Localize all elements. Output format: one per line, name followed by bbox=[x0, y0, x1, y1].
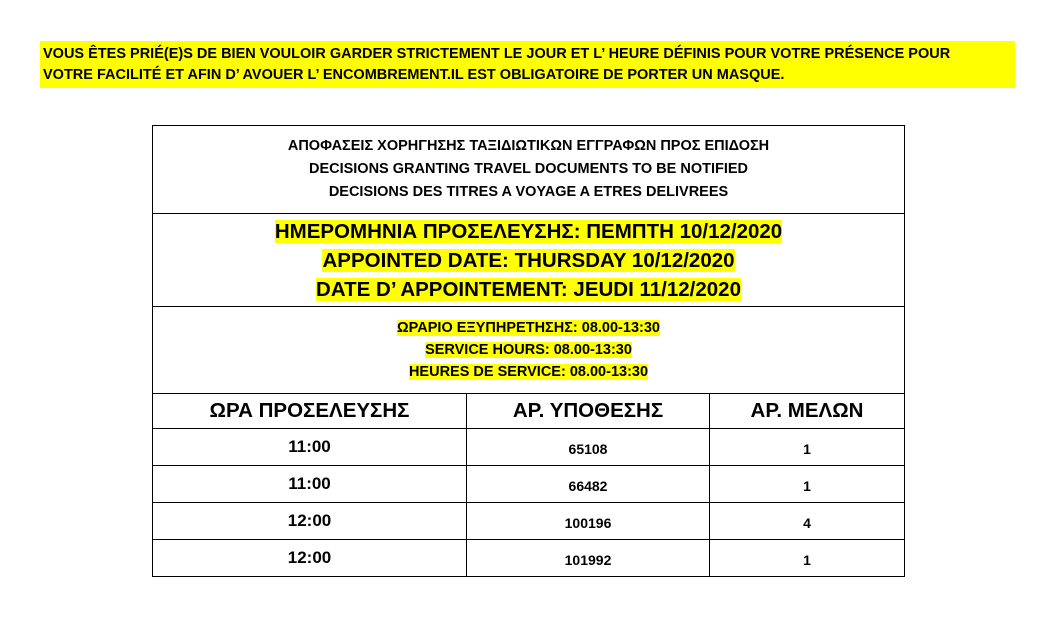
cell-time: 12:00 bbox=[153, 540, 467, 577]
cell-case-number: 101992 bbox=[467, 540, 710, 577]
title-french: DECISIONS DES TITRES A VOYAGE A ETRES DELIVREES bbox=[328, 184, 729, 200]
hours-greek: ΩΡΑΡΙΟ ΕΞΥΠΗΡΕΤΗΣΗΣ: 08.00-13:30 bbox=[397, 320, 660, 336]
column-header-members: ΑΡ. ΜΕΛΩΝ bbox=[710, 394, 905, 429]
notice-line-1: VOUS ÊTES PRIÉ(E)S DE BIEN VOULOIR GARDER STRICTEMENT LE JOUR ET L’ HEURE DÉFINIS POUR VOTRE PRÉSENCE POUR bbox=[43, 46, 951, 62]
cell-members: 1 bbox=[710, 429, 905, 466]
hours-english: SERVICE HOURS: 08.00-13:30 bbox=[425, 342, 632, 358]
service-hours bbox=[153, 307, 905, 394]
table-row bbox=[153, 466, 905, 503]
cell-members: 1 bbox=[710, 540, 905, 577]
column-header-time: ΩΡΑ ΠΡΟΣΕΛΕΥΣΗΣ bbox=[153, 394, 467, 429]
cell-case-number: 65108 bbox=[467, 429, 710, 466]
cell-members: 1 bbox=[710, 466, 905, 503]
cell-time: 12:00 bbox=[153, 503, 467, 540]
cell-time: 11:00 bbox=[153, 466, 467, 503]
table-row bbox=[153, 429, 905, 466]
date-greek: ΗΜΕΡΟΜΗΝΙΑ ΠΡΟΣΕΛΕΥΣΗΣ: ΠΕΜΠΤΗ 10/12/2020 bbox=[274, 219, 783, 243]
cell-time: 11:00 bbox=[153, 429, 467, 466]
mask-notice-banner bbox=[40, 41, 1015, 88]
hours-french: HEURES DE SERVICE: 08.00-13:30 bbox=[408, 364, 649, 380]
date-english: APPOINTED DATE: THURSDAY 10/12/2020 bbox=[322, 248, 735, 272]
appointment-dates bbox=[153, 214, 905, 307]
column-header-case-number: ΑΡ. ΥΠΟΘΕΣΗΣ bbox=[467, 394, 710, 429]
notice-line-2: VOTRE FACILITÉ ET AFIN D’ AVOUER L’ ENCOMBREMENT.IL EST OBLIGATOIRE DE PORTER UN MASQUE. bbox=[43, 67, 785, 83]
cell-members: 4 bbox=[710, 503, 905, 540]
document-title bbox=[153, 126, 905, 214]
table-row bbox=[153, 540, 905, 577]
title-english: DECISIONS GRANTING TRAVEL DOCUMENTS TO BE NOTIFIED bbox=[308, 161, 749, 177]
cell-case-number: 100196 bbox=[467, 503, 710, 540]
title-greek: ΑΠΟΦΑΣΕΙΣ ΧΟΡΗΓΗΣΗΣ ΤΑΞΙΔΙΩΤΙΚΩΝ ΕΓΓΡΑΦΩΝ ΠΡΟΣ ΕΠΙΔΟΣΗ bbox=[287, 138, 770, 154]
cell-case-number: 66482 bbox=[467, 466, 710, 503]
date-french: DATE D’ APPOINTEMENT: JEUDI 11/12/2020 bbox=[316, 277, 741, 301]
appointments-table bbox=[152, 125, 905, 577]
table-row bbox=[153, 503, 905, 540]
